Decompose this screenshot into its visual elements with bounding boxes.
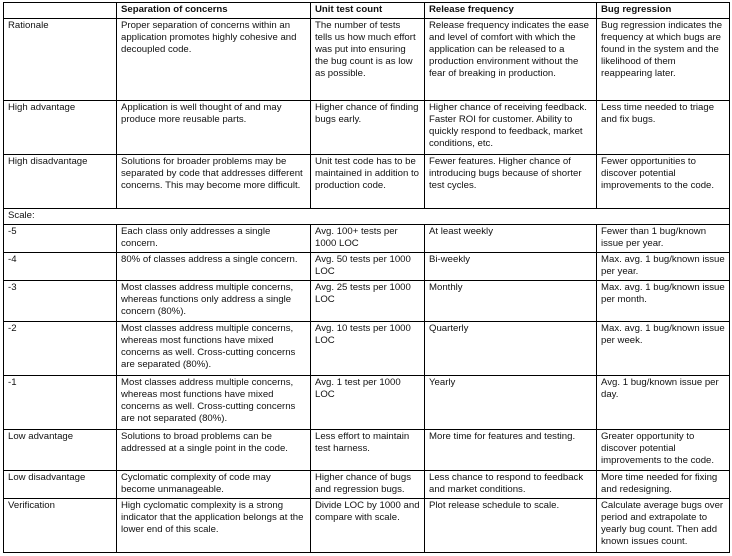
scale-label: Scale: [4, 209, 730, 225]
row-label: -5 [4, 225, 117, 253]
header-bug-regression: Bug regression [597, 3, 730, 19]
table-cell: Plot release schedule to scale. [425, 499, 597, 553]
table-cell: More time for features and testing. [425, 430, 597, 471]
table-cell: Unit test code has to be maintained in addition to production code. [311, 155, 425, 209]
criteria-table [3, 2, 730, 553]
table-row-high-disadvantage [4, 155, 730, 209]
table-row-scale-minus-2 [4, 322, 730, 376]
table-cell: Max. avg. 1 bug/known issue per month. [597, 281, 730, 322]
table-cell: Calculate average bugs over period and extrapolate to yearly bug count. Then add known issues count. [597, 499, 730, 553]
table-cell: High cyclomatic complexity is a strong indicator that the application belongs at the lower end of this scale. [117, 499, 311, 553]
table-cell: Proper separation of concerns within an application promotes highly cohesive and decoupled code. [117, 19, 311, 101]
row-label: High disadvantage [4, 155, 117, 209]
row-label: -1 [4, 376, 117, 430]
header-release-frequency: Release frequency [425, 3, 597, 19]
table-cell: Monthly [425, 281, 597, 322]
table-cell: Quarterly [425, 322, 597, 376]
table-cell: Fewer than 1 bug/known issue per year. [597, 225, 730, 253]
table-cell: Less time needed to triage and fix bugs. [597, 101, 730, 155]
table-cell: Avg. 50 tests per 1000 LOC [311, 253, 425, 281]
table-row-scale-minus-5 [4, 225, 730, 253]
table-cell: Less effort to maintain test harness. [311, 430, 425, 471]
table-row-scale-minus-1 [4, 376, 730, 430]
table-cell: Divide LOC by 1000 and compare with scale. [311, 499, 425, 553]
row-label: Low advantage [4, 430, 117, 471]
table-cell: Fewer features. Higher chance of introducing bugs because of shorter test cycles. [425, 155, 597, 209]
header-cell-0 [4, 3, 117, 19]
table-cell: Most classes address multiple concerns, whereas most functions have mixed concerns as well. Cross-cutting concerns are separated (80%). [117, 322, 311, 376]
table-cell: Less chance to respond to feedback and market conditions. [425, 471, 597, 499]
table-cell: Release frequency indicates the ease and level of comfort with which the application can be released to a production environment without the fear of breaking in production. [425, 19, 597, 101]
table-cell: Avg. 10 tests per 1000 LOC [311, 322, 425, 376]
table-cell: More time needed for fixing and redesigning. [597, 471, 730, 499]
table-cell: Higher chance of finding bugs early. [311, 101, 425, 155]
row-label: High advantage [4, 101, 117, 155]
table-cell: Solutions to broad problems can be addressed at a single point in the code. [117, 430, 311, 471]
table-cell: Max. avg. 1 bug/known issue per year. [597, 253, 730, 281]
table-cell: Fewer opportunities to discover potential improvements to the code. [597, 155, 730, 209]
table-row-low-disadvantage [4, 471, 730, 499]
table-row-low-advantage [4, 430, 730, 471]
row-label: -4 [4, 253, 117, 281]
table-cell: Cyclomatic complexity of code may become unmanageable. [117, 471, 311, 499]
table-cell: Avg. 1 bug/known issue per day. [597, 376, 730, 430]
table-cell: Each class only addresses a single concern. [117, 225, 311, 253]
table-cell: Avg. 100+ tests per 1000 LOC [311, 225, 425, 253]
table-row-scale [4, 209, 730, 225]
table-row-verification [4, 499, 730, 553]
table-row-rationale [4, 19, 730, 101]
table-row-high-advantage [4, 101, 730, 155]
header-unit-test-count: Unit test count [311, 3, 425, 19]
table-cell: Bug regression indicates the frequency at which bugs are found in the system and the likelihood of them reappearing later. [597, 19, 730, 101]
document-page [3, 2, 730, 553]
row-label: Low disadvantage [4, 471, 117, 499]
table-cell: Avg. 1 test per 1000 LOC [311, 376, 425, 430]
table-cell: 80% of classes address a single concern. [117, 253, 311, 281]
table-cell: At least weekly [425, 225, 597, 253]
row-label: -2 [4, 322, 117, 376]
table-cell: Most classes address multiple concerns, whereas most functions have mixed concerns as well. Cross-cutting concerns are not separated (80%). [117, 376, 311, 430]
table-cell: Yearly [425, 376, 597, 430]
header-row [4, 3, 730, 19]
table-cell: Solutions for broader problems may be separated by code that addresses different concerns. This may become more difficult. [117, 155, 311, 209]
table-cell: The number of tests tells us how much effort was put into ensuring the bug count is as low as possible. [311, 19, 425, 101]
header-separation-of-concerns: Separation of concerns [117, 3, 311, 19]
table-row-scale-minus-3 [4, 281, 730, 322]
row-label: Rationale [4, 19, 117, 101]
table-cell: Greater opportunity to discover potential improvements to the code. [597, 430, 730, 471]
table-cell: Higher chance of bugs and regression bugs. [311, 471, 425, 499]
table-row-scale-minus-4 [4, 253, 730, 281]
table-cell: Higher chance of receiving feedback. Faster ROI for customer. Ability to quickly respond to feedback, market conditions, etc. [425, 101, 597, 155]
table-cell: Max. avg. 1 bug/known issue per week. [597, 322, 730, 376]
table-cell: Most classes address multiple concerns, whereas functions only address a single concern (80%). [117, 281, 311, 322]
table-cell: Application is well thought of and may produce more reusable parts. [117, 101, 311, 155]
table-cell: Bi-weekly [425, 253, 597, 281]
row-label: -3 [4, 281, 117, 322]
table-cell: Avg. 25 tests per 1000 LOC [311, 281, 425, 322]
row-label: Verification [4, 499, 117, 553]
